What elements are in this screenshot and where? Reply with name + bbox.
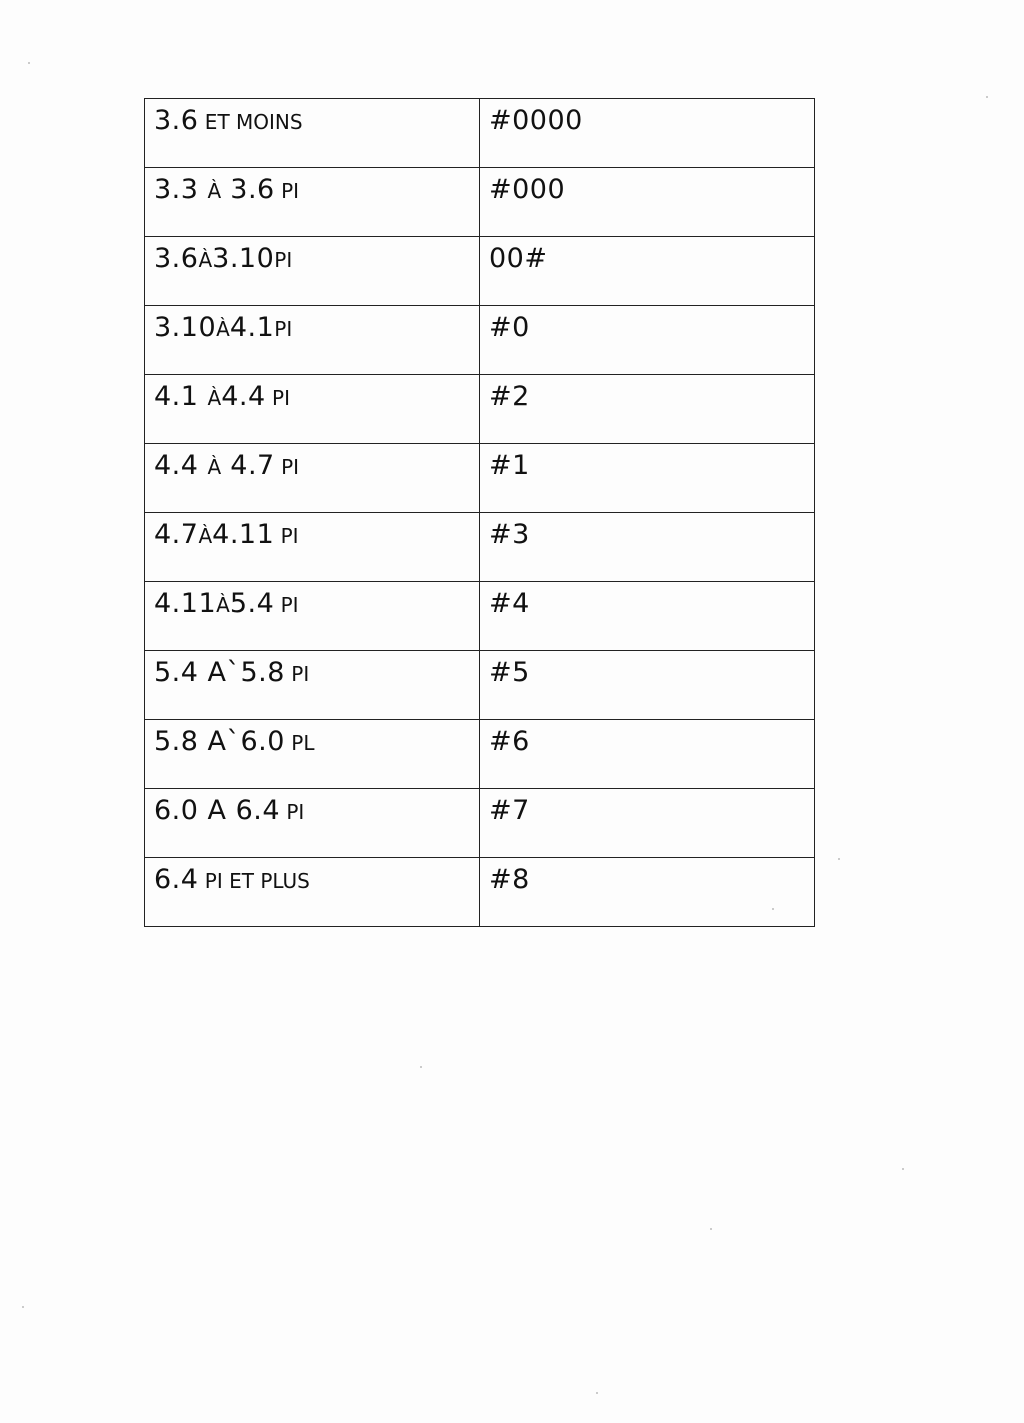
code-cell: [480, 651, 815, 720]
size-code: #3: [489, 519, 530, 550]
range-main: 3.6: [154, 243, 199, 274]
range-end: 4.4: [221, 381, 266, 412]
size-code: 00#: [489, 243, 548, 274]
range-main: 4.1: [154, 381, 208, 412]
range-main: 5.4 A`5.8: [154, 657, 285, 688]
size-code: #000: [489, 174, 566, 205]
range-separator: À: [198, 524, 213, 548]
range-separator: À: [207, 455, 222, 479]
range-main: 6.4: [154, 864, 199, 895]
range-end: 4.11: [212, 519, 275, 550]
size-code: #4: [489, 588, 530, 619]
range-cell: [145, 651, 480, 720]
range-unit: PI: [280, 800, 305, 824]
size-code: #8: [489, 864, 530, 895]
scan-speck: [22, 1306, 24, 1308]
code-cell: [480, 444, 815, 513]
range-unit: PI: [284, 662, 310, 686]
scan-speck: [772, 908, 774, 910]
code-cell: [480, 99, 815, 168]
size-code: #5: [489, 657, 530, 688]
range-unit: PI: [274, 455, 300, 479]
range-separator: À: [216, 317, 230, 341]
range-cell: [145, 858, 480, 927]
scan-speck: [902, 1168, 904, 1170]
size-table: [144, 98, 815, 927]
range-end: 4.1: [229, 312, 275, 343]
range-end: 4.7: [221, 450, 275, 481]
size-code: #2: [489, 381, 530, 412]
code-cell: [480, 168, 815, 237]
table-row: [145, 99, 815, 168]
size-code: #7: [489, 795, 530, 826]
size-code: #0000: [489, 105, 583, 136]
scan-speck: [596, 1392, 598, 1394]
range-main: 3.10: [154, 312, 217, 343]
code-cell: [480, 858, 815, 927]
range-main: 6.0 A 6.4: [154, 795, 281, 826]
size-code: #0: [489, 312, 530, 343]
table-row: [145, 789, 815, 858]
code-cell: [480, 720, 815, 789]
scan-speck: [986, 96, 988, 98]
range-cell: [145, 582, 480, 651]
scan-speck: [420, 1066, 422, 1068]
code-cell: [480, 237, 815, 306]
range-main: 5.8 A`6.0: [154, 726, 285, 757]
range-main: 3.6: [154, 105, 199, 136]
range-unit: PI ET PLUS: [198, 869, 310, 893]
range-main: 4.4: [154, 450, 208, 481]
table-row: [145, 513, 815, 582]
range-cell: [145, 375, 480, 444]
range-unit: PI: [265, 386, 290, 410]
code-cell: [480, 375, 815, 444]
size-code: #6: [489, 726, 530, 757]
range-end: 5.4: [229, 588, 275, 619]
range-cell: [145, 444, 480, 513]
table-row: [145, 444, 815, 513]
range-separator: À: [198, 248, 213, 272]
range-unit: PL: [284, 731, 315, 755]
range-unit: ET MOINS: [198, 110, 303, 134]
table-row: [145, 168, 815, 237]
scan-speck: [710, 1228, 712, 1230]
table-row: [145, 651, 815, 720]
range-main: 3.3: [154, 174, 208, 205]
scan-speck: [838, 858, 840, 860]
range-cell: [145, 789, 480, 858]
range-main: 4.7: [154, 519, 199, 550]
table-row: [145, 582, 815, 651]
range-end: 3.10: [212, 243, 275, 274]
table-row: [145, 375, 815, 444]
table-row: [145, 720, 815, 789]
range-cell: [145, 306, 480, 375]
range-cell: [145, 168, 480, 237]
range-unit: PI: [274, 248, 293, 272]
code-cell: [480, 582, 815, 651]
range-cell: [145, 99, 480, 168]
code-cell: [480, 513, 815, 582]
table-row: [145, 858, 815, 927]
range-unit: PI: [274, 524, 299, 548]
range-cell: [145, 237, 480, 306]
range-separator: À: [216, 593, 230, 617]
size-code: #1: [489, 450, 530, 481]
range-cell: [145, 720, 480, 789]
range-cell: [145, 513, 480, 582]
range-end: 3.6: [221, 174, 275, 205]
range-unit: PI: [274, 317, 293, 341]
range-main: 4.11: [154, 588, 217, 619]
scan-speck: [28, 62, 30, 64]
code-cell: [480, 789, 815, 858]
table-row: [145, 306, 815, 375]
range-separator: À: [207, 179, 222, 203]
range-unit: PI: [274, 593, 299, 617]
code-cell: [480, 306, 815, 375]
range-unit: PI: [274, 179, 300, 203]
range-separator: À: [207, 386, 222, 410]
table-row: [145, 237, 815, 306]
